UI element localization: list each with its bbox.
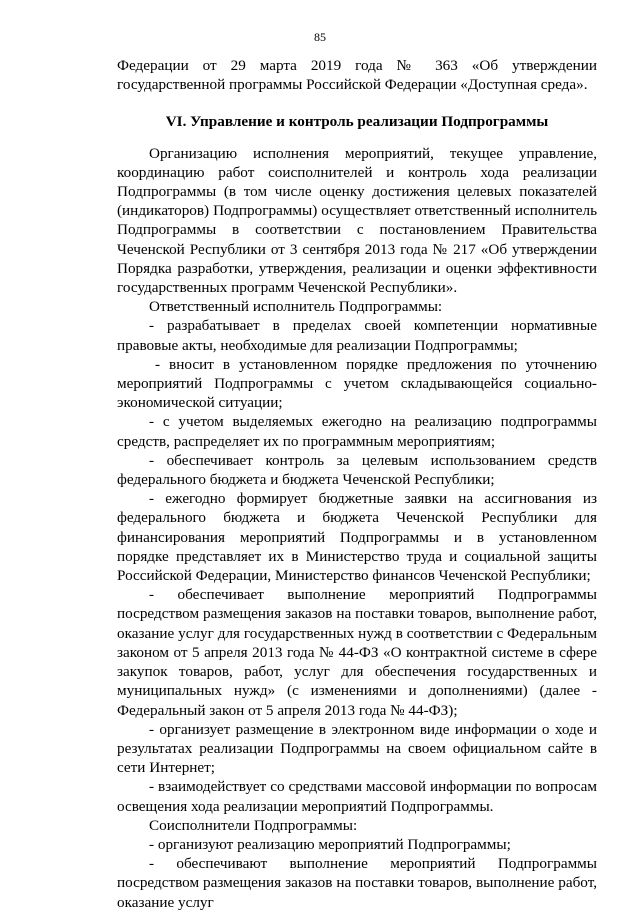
paragraph-responsible-executor: Ответственный исполнитель Подпрограммы: [149,298,443,316]
list-item-ensure-execution-co: - обеспечивают выполнение мероприятий Подпрограммы посредством размещения заказов на поставки товаров, выполнение работ, оказание услуг [117,855,597,911]
list-item-distributes-funds: - с учетом выделяемых ежегодно на реализацию подпрограммы средств, распределяет их по программным мероприятиям; [117,413,597,450]
section-heading: VI. Управление и контроль реализации Подпрограммы [165,113,549,131]
list-item-controls-use: - обеспечивает контроль за целевым использованием средств федерального бюджета и бюджета Чеченской Республики; [117,451,597,489]
list-item-media-interaction: - взаимодействует со средствами массовой информации по вопросам освещения хода реализации мероприятий Подпрограммы. [117,778,597,815]
list-item-publishes-info: - организует размещение в электронном виде информации о ходе и результатах реализации Подпрограммы на своем официальном сайте в сети Интернет; [117,720,597,777]
document-body [117,56,597,912]
list-item-budget-requests: - ежегодно формирует бюджетные заявки на ассигнования из федерального бюджета и бюджета Чеченской Республики для финансирования мероприятий Подпрограммы и в установленном порядке представляет их в Министерство труда и социальной защиты Российской Федерации, Министерство финансов Чеченской Республики; [117,490,597,585]
list-item-submits-proposals: - вносит в установленном порядке предложения по уточнению мероприятий Подпрограммы с учетом складывающейся социально-экономической ситуации; [117,355,597,412]
list-item-organize-implementation: - организуют реализацию мероприятий Подпрограммы; [149,835,511,853]
list-item-ensures-execution: - обеспечивает выполнение мероприятий Подпрограммы посредством размещения заказов на поставки товаров, выполнение работ, оказание услуг для государственных нужд в соответствии с Федеральным законом от 5 апреля 2013 года № 44-ФЗ «О контрактной системе в сфере закупок товаров, работ, услуг для обеспечения государственных и муниципальных нужд» (с изменениями и дополнениями) (далее - Федеральный закон от 5 апреля 2013 года № 44-ФЗ); [117,586,597,719]
intro-paragraph: Федерации от 29 марта 2019 года № 363 «Об утверждении государственной программы Российской Федерации «Доступная среда». [117,57,597,94]
page-number: 85 [314,30,326,44]
list-item-develops-acts: - разрабатывает в пределах своей компетенции нормативные правовые акты, необходимые для реализации Подпрограммы; [117,317,597,354]
paragraph-organization: Организацию исполнения мероприятий, текущее управление, координацию работ соисполнителей и контроль хода реализации Подпрограммы (в том числе оценку достижения целевых показателей (индикаторов) Подпрограммы) осуществляет ответственный исполнитель Подпрограммы в соответствии с постановлением Правительства Чеченской Республики от 3 сентября 2013 года № 217 «Об утверждении Порядка разработки, утверждения, реализации и оценки эффективности государственных программ Чеченской Республики». [117,144,597,297]
paragraph-co-executors: Соисполнители Подпрограммы: [149,816,358,834]
